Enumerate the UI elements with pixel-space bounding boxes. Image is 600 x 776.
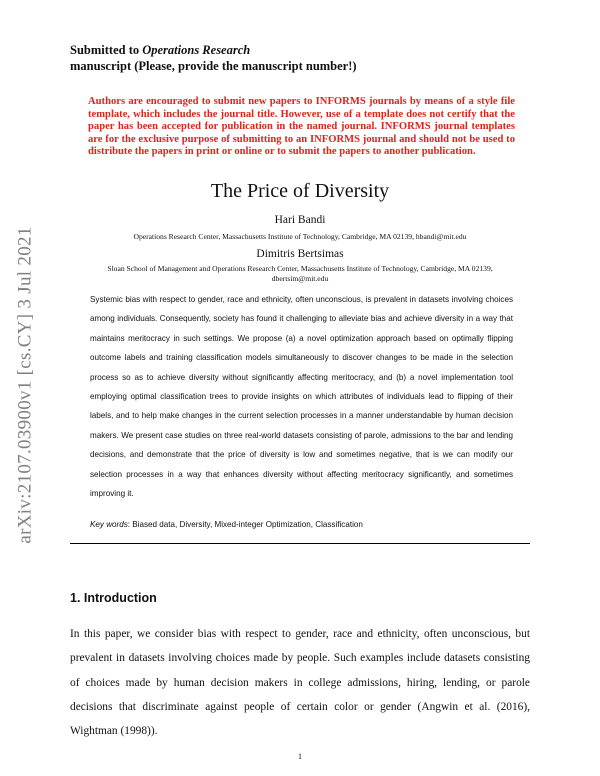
paper-title: The Price of Diversity bbox=[210, 180, 390, 202]
keywords bbox=[90, 520, 513, 529]
journal-name: Operations Research bbox=[142, 43, 251, 57]
arxiv-stamp-text: arXiv:2107.03900v1 [cs.CY] 3 Jul 2021 bbox=[15, 226, 36, 544]
keywords-text: : Biased data, Diversity, Mixed-integer Optimization, Classification bbox=[127, 520, 363, 529]
author-affiliation-1: Operations Research Center, Massachusetts Institute of Technology, Cambridge, MA 02139, hbandi@mit.edu bbox=[133, 232, 467, 241]
author-name-2: Dimitris Bertsimas bbox=[256, 248, 344, 260]
author-affiliation-2-line: Sloan School of Management and Operations Research Center, Massachusetts Institute of Technology, Cambridge, MA 02139, bbox=[107, 264, 493, 273]
informs-notice: Authors are encouraged to submit new papers to INFORMS journals by means of a style file template, which includes the journal title. However, use of a template does not certify that the paper has been accepted for publication in the named journal. INFORMS journal templates are for the exclusive purpose of submitting to an INFORMS journal and should not be used to distribute the papers in print or online or to submit the papers to another publication. bbox=[88, 96, 515, 158]
section-heading-introduction: 1. Introduction bbox=[70, 591, 157, 605]
author-affiliation-2 bbox=[0, 264, 600, 284]
abstract: Systemic bias with respect to gender, race and ethnicity, often unconscious, is prevalent in datasets involving choices among individuals. Consequently, society has found it challenging to alleviate bias and achieve diversity in a way that maintains meritocracy in such settings. We propose (a) a novel optimization approach based on optimally flipping outcome labels and training classification models simultaneously to discover changes to be made in the selection process so as to achieve diversity without significantly affecting meritocracy, and (b) a novel implementation tool employing optimal classification trees to provide insights on which attributes of individuals lead to flipping of their labels, and to help make changes in the current selection processes in a manner understandable by human decision makers. We present case studies on three real-world datasets consisting of parole, admissions to the bar and lending decisions, and demonstrate that the price of diversity is low and sometimes negative, that is we can modify our selection processes in a way that enhances diversity without affecting meritocracy significantly, and sometimes improving it. bbox=[90, 295, 513, 499]
submitted-prefix: Submitted to bbox=[70, 43, 143, 57]
manuscript-line: manuscript (Please, provide the manuscript number!) bbox=[70, 59, 357, 73]
abstract-divider bbox=[70, 543, 530, 544]
author-name-1: Hari Bandi bbox=[274, 214, 326, 226]
submission-header bbox=[70, 42, 357, 74]
author-email-2: dbertsim@mit.edu bbox=[271, 274, 329, 283]
keywords-label: Key words bbox=[90, 520, 128, 529]
submitted-line bbox=[70, 42, 357, 58]
introduction-paragraph: In this paper, we consider bias with respect to gender, race and ethnicity, often unconscious, but prevalent in datasets involving choices made by people. Such examples include datasets consisting of choices made by human decision makers in college admissions, hiring, lending, or parole decisions that discriminate against people of certain color or gender (Angwin et al. (2016), Wightman (1998)). bbox=[70, 628, 530, 738]
page-number: 1 bbox=[298, 752, 302, 761]
